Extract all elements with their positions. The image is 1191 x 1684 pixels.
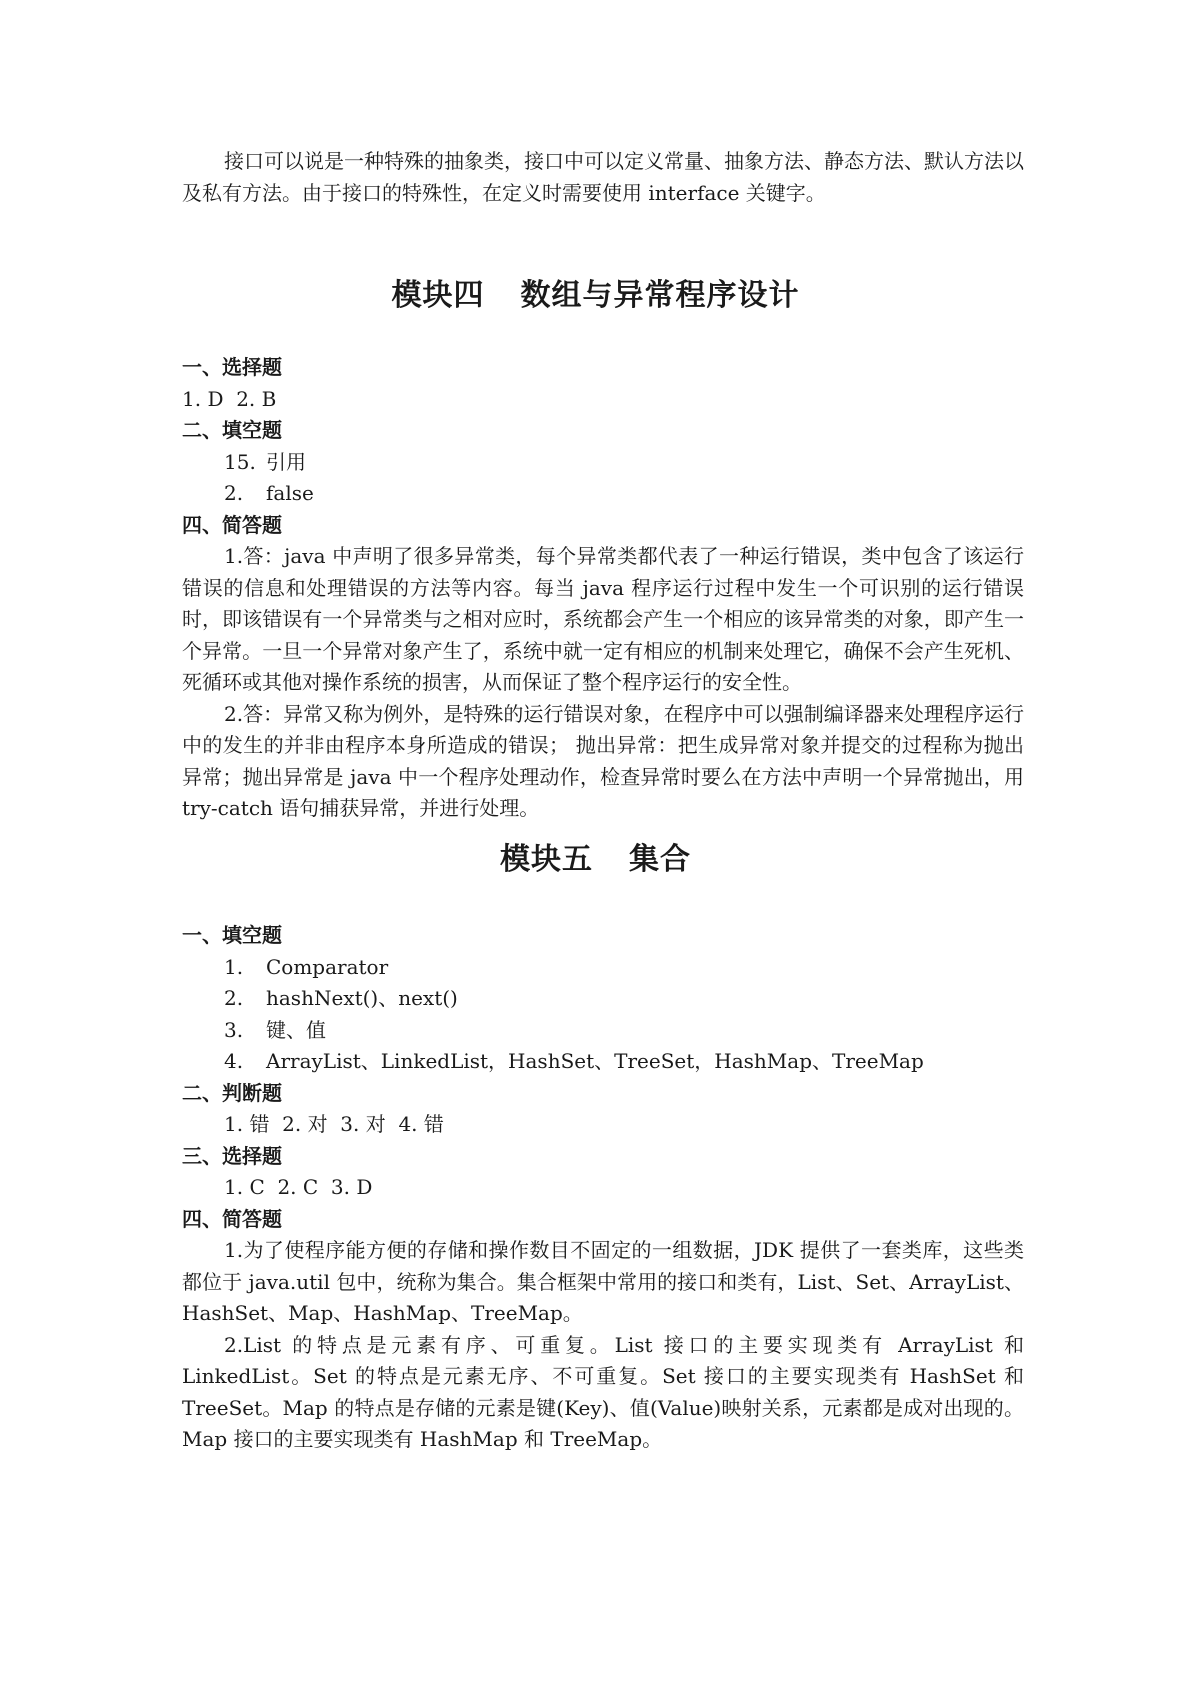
m5-short-heading: 四、简答题 <box>182 1206 282 1231</box>
m5-fill-num-4: 4. <box>224 1049 244 1073</box>
m5-fill-num-3: 3. <box>224 1017 244 1042</box>
module5-title-text: 集合 <box>629 842 691 877</box>
module4-title-number: 模块四 <box>391 278 485 313</box>
m4-fill-num-1: 15. <box>224 449 256 474</box>
m5-judge-heading: 二、判断题 <box>182 1080 282 1105</box>
m5-fill-text-3: 键、值 <box>266 1017 326 1042</box>
intro-paragraph: 接口可以说是一种特殊的抽象类，接口中可以定义常量、抽象方法、静态方法、默认方法以及私有方法。由于接口的特殊性，在定义时需要使用 interface 关键字。 <box>182 149 1024 205</box>
m5-fill-item-1 <box>182 952 1024 984</box>
m5-choice-answers: 1. C 2. C 3. D <box>224 1175 373 1199</box>
m4-short-answer-2: 2.答：异常又称为例外，是特殊的运行错误对象，在程序中可以强制编译器来处理程序运行中的发生的并非由程序本身所造成的错误； 抛出异常：把生成异常对象并提交的过程称为抛出异常；抛出异常是 java 中一个程序处理动作，检查异常时要么在方法中声明一个异常抛出，用 try-catch 语句捕获异常，并进行处理。 <box>182 701 1024 820</box>
m5-fill-num-1: 1. <box>224 954 244 979</box>
m5-short-answer-1: 1.为了使程序能方便的存储和操作数目不固定的一组数据，JDK 提供了一套类库，这些类都位于 java.util 包中，统称为集合。集合框架中常用的接口和类有，List、Set、ArrayList、HashSet、Map、HashMap、TreeMap。 <box>182 1238 1024 1325</box>
m4-choice-heading: 一、选择题 <box>182 355 282 379</box>
module5-title-number: 模块五 <box>500 842 593 877</box>
m4-fill-heading: 二、填空题 <box>182 418 282 442</box>
m4-fill-text-1: 引用 <box>266 449 306 474</box>
m4-fill-num-2: 2. <box>224 481 244 505</box>
m4-fill-item-1 <box>182 447 1024 479</box>
module5-title <box>0 834 1191 878</box>
m5-fill-item-4 <box>182 1046 1024 1078</box>
m4-choice-answers: 1. D 2. B <box>182 386 277 411</box>
m5-judge-answers: 1. 错 2. 对 3. 对 4. 错 <box>224 1112 444 1136</box>
module4-title <box>0 270 1191 314</box>
module4-content <box>182 352 1024 825</box>
m5-short-answer-2: 2.List 的特点是元素有序、可重复。List 接口的主要实现类有 ArrayList 和 LinkedList。Set 的特点是元素无序、不可重复。Set 接口的主要实现类有 HashSet 和 TreeSet。Map 的特点是存储的元素是键(Key)、值(Value)映射关系，元素都是成对出现的。Map 接口的主要实现类有 HashMap 和 TreeMap。 <box>182 1332 1024 1451</box>
m5-fill-text-4: ArrayList、LinkedList，HashSet、TreeSet，HashMap、TreeMap <box>266 1049 924 1073</box>
module4-title-text: 数组与异常程序设计 <box>520 278 800 313</box>
m5-fill-text-2: hashNext()、next() <box>266 986 458 1010</box>
m4-short-heading: 四、简答题 <box>182 512 282 537</box>
m5-choice-heading: 三、选择题 <box>182 1143 282 1168</box>
m5-fill-heading: 一、填空题 <box>182 923 282 947</box>
m4-fill-item-2 <box>182 478 1024 510</box>
m5-fill-text-1: Comparator <box>266 954 389 979</box>
m4-fill-text-2: false <box>266 481 314 505</box>
m4-short-answer-1: 1.答：java 中声明了很多异常类，每个异常类都代表了一种运行错误，类中包含了该运行错误的信息和处理错误的方法等内容。每当 java 程序运行过程中发生一个可识别的运行错误时，即该错误有一个异常类与之相对应时，系统都会产生一个相应的该异常类的对象，即产生一个异常。一旦一个异常对象产生了，系统中就一定有相应的机制来处理它，确保不会产生死机、死循环或其他对操作系统的损害，从而保证了整个程序运行的安全性。 <box>182 544 1024 694</box>
m5-fill-num-2: 2. <box>224 986 244 1010</box>
m5-fill-item-3 <box>182 1015 1024 1047</box>
module5-content <box>182 920 1024 1456</box>
intro-block <box>182 146 1024 209</box>
m5-fill-item-2 <box>182 983 1024 1015</box>
